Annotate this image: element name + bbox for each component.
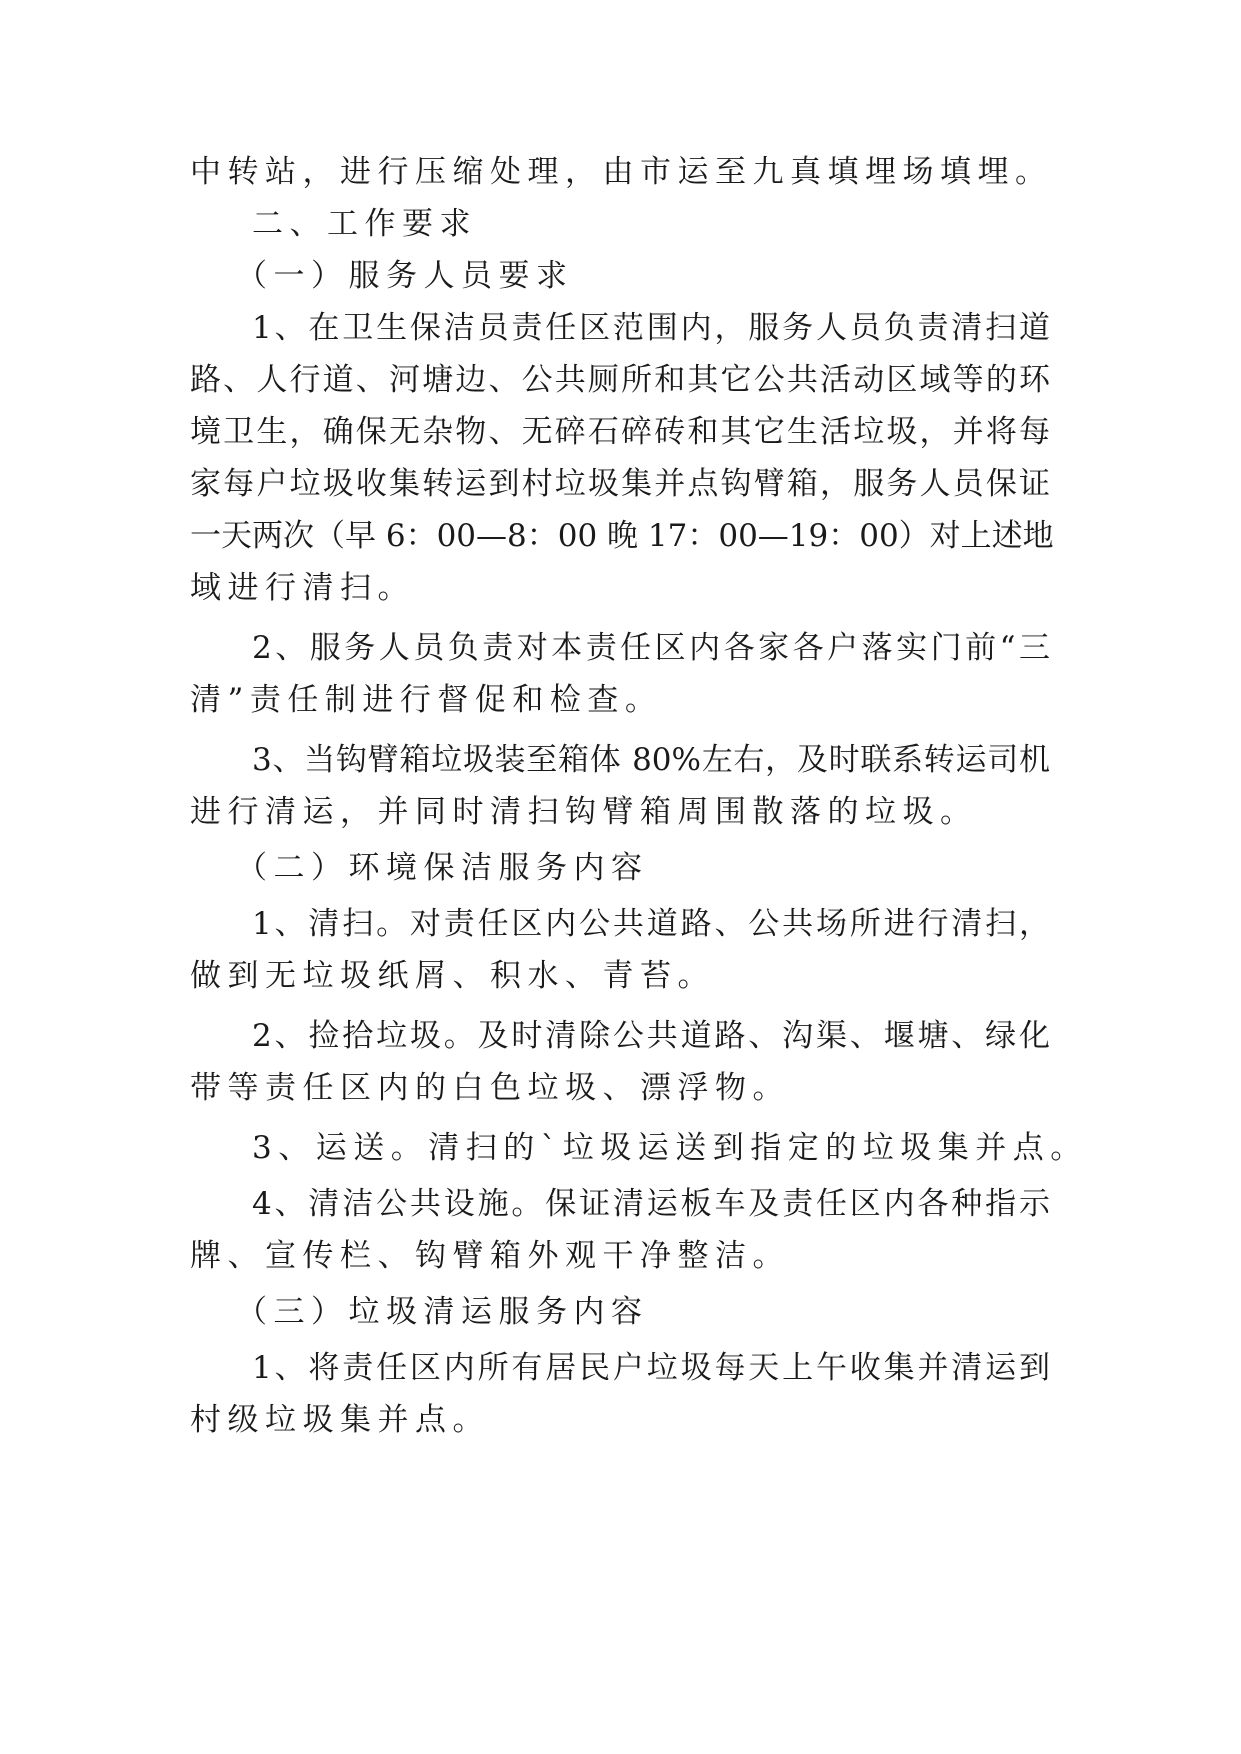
text-line: 1、在卫生保洁员责任区范围内，服务人员负责清扫道 — [252, 310, 1050, 346]
text-line: 路、人行道、河塘边、公共厕所和其它公共活动区域等的环 — [190, 362, 1050, 398]
text-line: 牌、宣传栏、钩臂箱外观干净整洁。 — [190, 1238, 790, 1274]
text-line: 2、服务人员负责对本责任区内各家各户落实门前“三 — [252, 630, 1050, 666]
subsection-heading: （二）环境保洁服务内容 — [236, 850, 649, 886]
text-line: 3、运送。清扫的`垃圾运送到指定的垃圾集并点。 — [252, 1130, 1088, 1166]
text-line: 进行清运，并同时清扫钩臂箱周围散落的垃圾。 — [190, 794, 978, 830]
text-line: 清”责任制进行督促和检查。 — [190, 682, 663, 718]
text-line: 带等责任区内的白色垃圾、漂浮物。 — [190, 1070, 790, 1106]
text-line: 1、清扫。对责任区内公共道路、公共场所进行清扫， — [252, 906, 1050, 942]
section-heading: 二、工作要求 — [252, 206, 477, 242]
text-line: 域进行清扫。 — [190, 570, 415, 606]
text-line: 家每户垃圾收集转运到村垃圾集并点钩臂箱，服务人员保证 — [190, 466, 1050, 502]
text-line: 3、当钩臂箱垃圾装至箱体 80%左右，及时联系转运司机 — [252, 742, 1050, 778]
text-line: 中转站，进行压缩处理，由市运至九真填埋场填埋。 — [190, 154, 1053, 190]
text-line: 村级垃圾集并点。 — [190, 1402, 490, 1438]
text-line: 1、将责任区内所有居民户垃圾每天上午收集并清运到 — [252, 1350, 1050, 1386]
text-line: 2、捡拾垃圾。及时清除公共道路、沟渠、堰塘、绿化 — [252, 1018, 1050, 1054]
text-line: 境卫生，确保无杂物、无碎石碎砖和其它生活垃圾，并将每 — [190, 414, 1050, 450]
text-line: 做到无垃圾纸屑、积水、青苔。 — [190, 958, 715, 994]
subsection-heading: （三）垃圾清运服务内容 — [236, 1294, 649, 1330]
text-line: 4、清洁公共设施。保证清运板车及责任区内各种指示 — [252, 1186, 1050, 1222]
text-line: 一天两次（早 6：00—8：00 晚 17：00—19：00）对上述地 — [190, 518, 1054, 554]
subsection-heading: （一）服务人员要求 — [236, 258, 574, 294]
